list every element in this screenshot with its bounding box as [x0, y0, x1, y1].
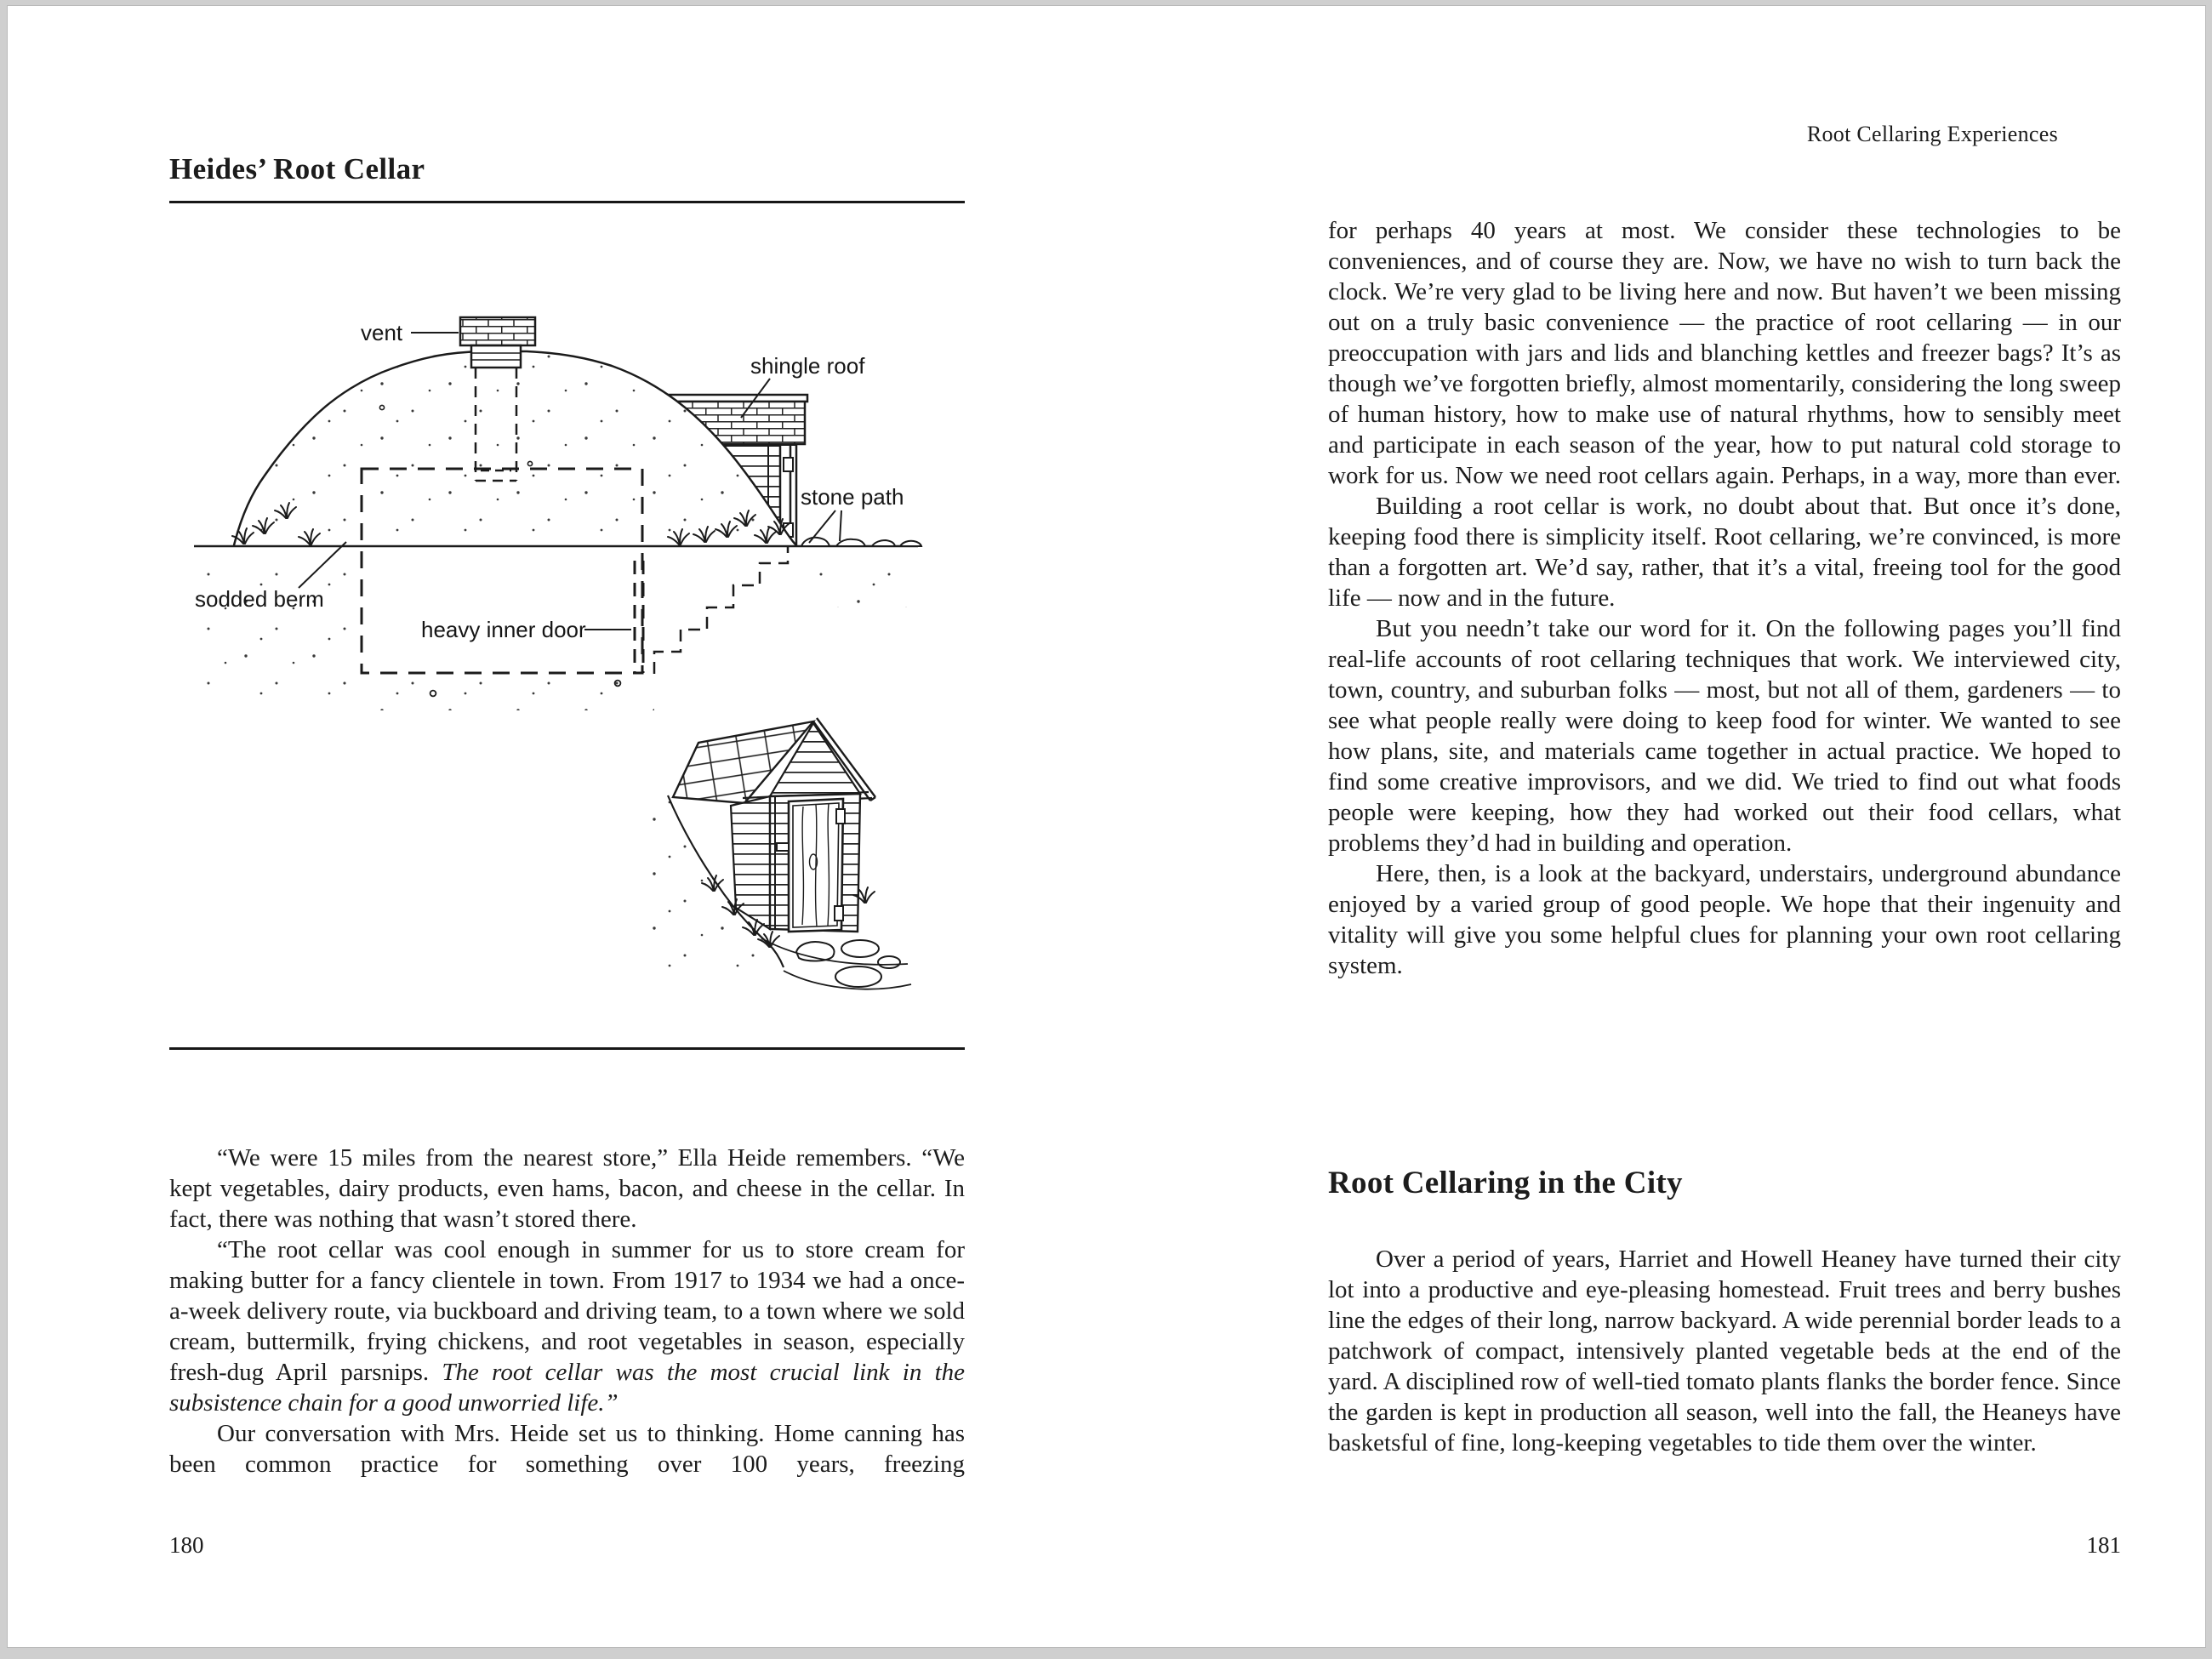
page-left [169, 6, 965, 1659]
door-hinge [835, 906, 843, 921]
paragraph-text: Building a root cellar is work, no doubt about that. But once it’s done, keeping food there is simplicity itself. Root cellaring, we’re convinced, is more than a forgotten art. We’d say, rather, that it’s a vital, freeing tool for the good life — now and in the future. [1328, 493, 2121, 612]
stone-path-label: stone path [801, 484, 904, 510]
horizontal-rule-top [169, 201, 965, 203]
paragraph [169, 1418, 965, 1479]
door-hinge [836, 809, 845, 824]
page-number: 180 [169, 1532, 204, 1558]
paragraph [1328, 215, 2121, 491]
paragraph-text: “We were 15 miles from the nearest store,” Ella Heide remembers. “We kept vegetables, dairy products, even hams, bacon, and cheese in the cellar. In fact, there was nothing that wasn’t stored there. [169, 1144, 965, 1233]
paragraph [1328, 1244, 2121, 1458]
page-title: Heides’ Root Cellar [169, 152, 425, 185]
sodded-berm-mound [234, 351, 796, 545]
heavy-inner-door-dashed [635, 561, 643, 673]
heavy-inner-door-label: heavy inner door [421, 617, 586, 642]
section-body [1328, 1244, 2121, 1458]
horizontal-rule-bottom [169, 1047, 965, 1050]
door-latch [777, 843, 789, 851]
right-page-body [1328, 215, 2121, 981]
stone-path-stones [801, 538, 921, 546]
shed-illustration [646, 718, 911, 989]
hinge [784, 458, 793, 471]
paragraph [1328, 858, 2121, 981]
paragraph-text: Here, then, is a look at the backyard, understairs, underground abundance enjoyed by a varied group of good people. We hope that their ingenuity and vitality will give you some helpful clues for planning your own root cellaring system. [1328, 860, 2121, 979]
paragraph-italic-text: The root cellar was the most crucial link in the subsistence chain for a good unworried life.” [169, 1359, 965, 1417]
left-page-body [169, 1143, 965, 1479]
paragraph-text: for perhaps 40 years at most. We consider these technologies to be conveniences, and of course they are. Now, we have no wish to turn back the clock. We’re very glad to be living here and now. But haven’t we been missing out on a truly basic convenience — the practice of root cellaring — in our preoccupation with jars and lids and blanching kettles and freezer bags? It’s as though we’ve forgotten briefly, almost momentarily, considering the long sweep of human history, how to make use of natural rhythms, how to sensibly meet and participate in each season of the year, how to put natural cold storage to work for us. Now we need root cellars again. Perhaps, in a way, more than ever. [1328, 217, 2121, 489]
section-heading: Root Cellaring in the City [1328, 1166, 1683, 1200]
running-header: Root Cellaring Experiences [1806, 122, 2058, 146]
paragraph-text: Our conversation with Mrs. Heide set us to thinking. Home canning has been common practice for something over 100 years, freezing [169, 1420, 965, 1478]
shingle-roof-label: shingle roof [750, 353, 865, 379]
paragraph [1328, 613, 2121, 858]
entry-steps-dashed [654, 547, 788, 674]
paragraph-text: Over a period of years, Harriet and Howell Heaney have turned their city lot into a productive and eye-pleasing homestead. Fruit trees and berry bushes line the edges of their long, narrow backyard. A wide perennial border leads to a patchwork of compact, intensively planted vegetable beds at the end of the yard. A disciplined row of well-tied tomato plants flanks the border fence. Since the garden is kept in production all season, well into the fall, the Heaneys have basketsful of fine, long-keeping vegetables to tide them over the winter. [1328, 1246, 2121, 1457]
sodded-berm-label: sodded berm [195, 586, 324, 612]
paragraph [1328, 491, 2121, 613]
paragraph-text: “The root cellar was cool enough in summer for us to store cream for making butter for a fancy clientele in town. From 1917 to 1934 we had a once-a-week delivery route, via buckboard and driving team, to a town where we sold cream, buttermilk, frying chickens, and root vegetables in season, especially fresh-dug April parsnips. [169, 1236, 965, 1386]
root-cellar-diagram [169, 210, 969, 1044]
paper-sheet [7, 5, 2206, 1648]
paragraph [169, 1234, 965, 1418]
paragraph-text: But you needn’t take our word for it. On the following pages you’ll find real-life accounts of root cellaring techniques that work. We interviewed city, town, country, and suburban folks — most, but not all of them, gardeners — to see what people really were doing to keep food for winter. We wanted to see how plans, site, and materials came together in actual practice. We hoped to find some creative improvisors, and we did. We tried to find out what foods people were keeping, how they had worked out their food cellars, what problems they’d had in building and operation. [1328, 615, 2121, 857]
vent-label: vent [361, 320, 403, 345]
page-right [1328, 6, 2121, 1659]
paragraph [169, 1143, 965, 1234]
page-number: 181 [2086, 1532, 2121, 1558]
